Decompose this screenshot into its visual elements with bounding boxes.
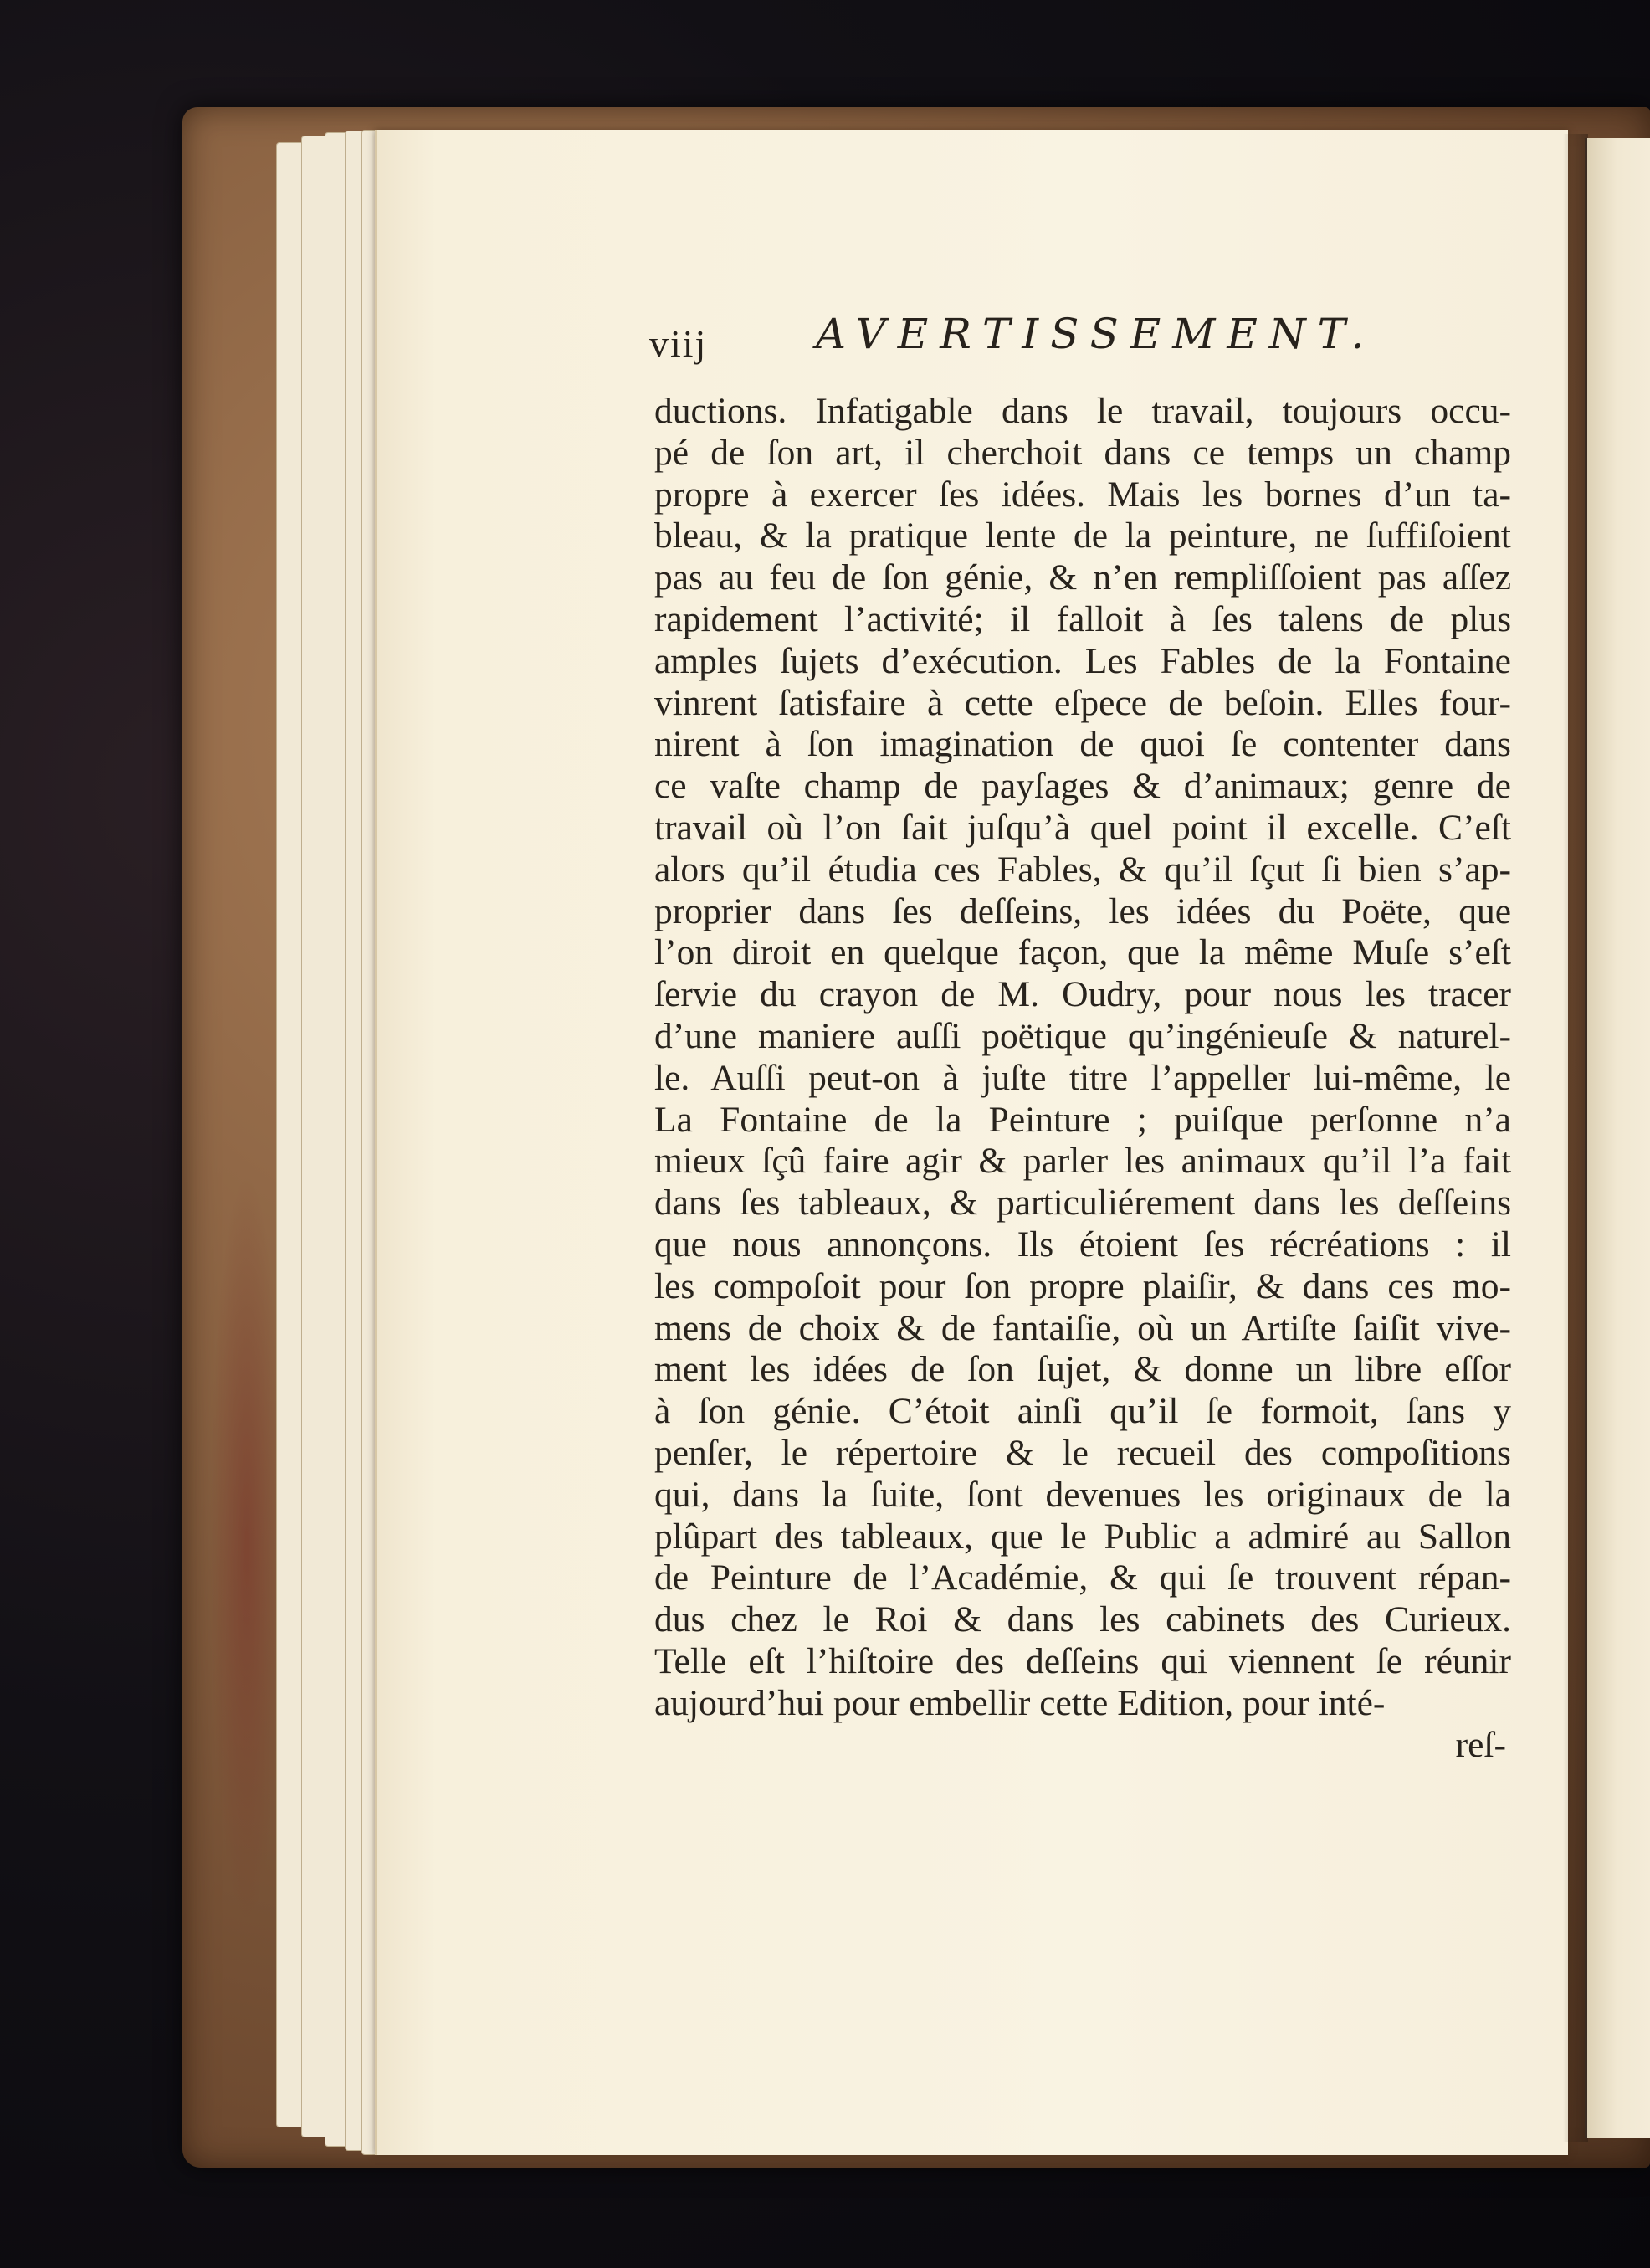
text-line: vinrent ſatisfaire à cette eſpece de beſoin. Elles four- xyxy=(654,682,1511,723)
text-line: propre à exercer ſes idées. Mais les bornes d’un ta- xyxy=(654,474,1511,515)
text-line: dus chez le Roi & dans les cabinets des Curieux. xyxy=(654,1599,1511,1640)
facing-page-edge xyxy=(1585,138,1650,2138)
text-line: proprier dans ſes deſſeins, les idées du Poëte, que xyxy=(654,890,1511,931)
running-head: AVERTISSEMENT. xyxy=(816,310,1376,358)
text-line: ductions. Infatigable dans le travail, toujours occu- xyxy=(654,391,1511,431)
text-line: pas au feu de ſon génie, & n’en rempliſſoient pas aſſez xyxy=(654,557,1511,598)
text-line: à ſon génie. C’étoit ainſi qu’il ſe formoit, ſans y xyxy=(654,1391,1511,1432)
text-line: alors qu’il étudia ces Fables, & qu’il ſçut ſi bien s’ap- xyxy=(654,849,1511,890)
text-line: pé de ſon art, il cherchoit dans ce temps un champ xyxy=(654,432,1511,473)
catchword: reſ- xyxy=(1455,1724,1506,1765)
text-line: rapidement l’activité; il falloit à ſes talens de plus xyxy=(654,598,1511,639)
text-line: ſervie du crayon de M. Oudry, pour nous les tracer xyxy=(654,974,1511,1015)
text-line: de Peinture de l’Académie, & qui ſe trouvent répan- xyxy=(654,1557,1511,1598)
text-line: dans ſes tableaux, & particuliérement dans les deſſeins xyxy=(654,1183,1511,1224)
text-line: Telle eſt l’hiſtoire des deſſeins qui viennent ſe réunir xyxy=(654,1640,1511,1681)
text-line: mens de choix & de fantaiſie, où un Artiſte ſaiſit vive- xyxy=(654,1307,1511,1348)
text-line: le. Auſſi peut-on à juſte titre l’appeller lui-même, le xyxy=(654,1057,1511,1098)
text-line: ce vaſte champ de payſages & d’animaux; genre de xyxy=(654,766,1511,807)
text-line: les compoſoit pour ſon propre plaiſir, & dans ces mo- xyxy=(654,1265,1511,1306)
cover-stain xyxy=(209,1172,284,1925)
text-line: aujourd’hui pour embellir cette Edition, pour inté- xyxy=(654,1682,1386,1723)
text-line: travail où l’on ſait juſqu’à quel point il excelle. C’eſt xyxy=(654,807,1511,848)
text-line: bleau, & la pratique lente de la peinture, ne ſuffiſoient xyxy=(654,516,1511,557)
page-number: viij xyxy=(649,322,708,365)
text-line: que nous annonçons. Ils étoient ſes récréations : il xyxy=(654,1224,1511,1265)
body-text xyxy=(654,391,1511,1766)
text-line: nirent à ſon imagination de quoi ſe contenter dans xyxy=(654,724,1511,765)
text-line: ment les idées de ſon ſujet, & donne un libre eſſor xyxy=(654,1349,1511,1390)
text-line: d’une maniere auſſi poëtique qu’ingénieuſe & naturel- xyxy=(654,1015,1511,1056)
text-line: penſer, le répertoire & le recueil des compoſitions xyxy=(654,1432,1511,1473)
text-line: plûpart des tableaux, que le Public a admiré au Sallon xyxy=(654,1516,1511,1557)
text-line: amples ſujets d’exécution. Les Fables de la Fontaine xyxy=(654,640,1511,681)
text-line: La Fontaine de la Peinture ; puiſque perſonne n’a xyxy=(654,1099,1511,1140)
text-line: l’on diroit en quelque façon, que la même Muſe s’eſt xyxy=(654,932,1511,973)
text-line: mieux ſçû faire agir & parler les animaux qu’il l’a fait xyxy=(654,1141,1511,1182)
text-line: qui, dans la ſuite, ſont devenues les originaux de la xyxy=(654,1474,1511,1515)
